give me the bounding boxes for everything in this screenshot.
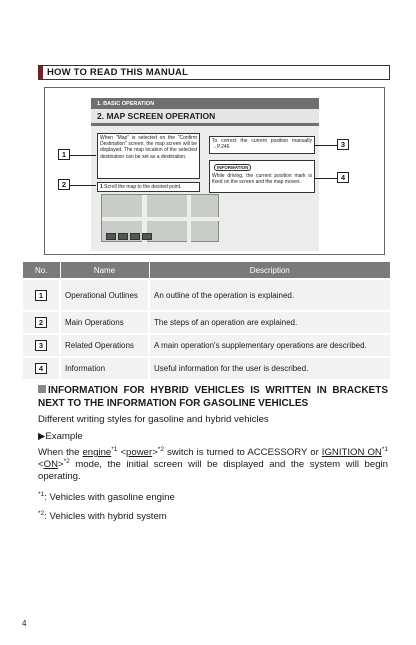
row-number: 3 [35, 340, 47, 351]
step-box [97, 182, 200, 192]
sample-page [91, 98, 319, 251]
sample-page-illustration [44, 87, 385, 255]
info-label: INFORMATION [214, 164, 251, 171]
table-header-row [23, 262, 390, 278]
header-description: Description [149, 262, 390, 278]
row-description: An outline of the operation is explained. [149, 280, 390, 310]
table-row [23, 335, 390, 356]
header-accent-bar [39, 66, 43, 79]
bullet-square-icon [38, 385, 46, 393]
step-number: 1 [100, 184, 103, 190]
outline-box [97, 133, 200, 179]
section-title: HOW TO READ THIS MANUAL [47, 67, 189, 78]
row-name: Information [60, 358, 149, 379]
info-text: While driving, the current position mark is fixed on the screen and the map moves. [212, 173, 312, 186]
row-description: Useful information for the user is described. [149, 358, 390, 379]
example-paragraph: When the engine$^{*1}$ <power>$^{*2}$ switch is turned to ACCESSORY or IGNITION $ON^{*1} <ON>^{*2}$ mode, the initial screen will be displayed and the system will begin operating. [38, 446, 388, 483]
sample-category: 1. BASIC OPERATION [97, 101, 155, 107]
row-description: A main operation's supplementary operations are described. [149, 335, 390, 356]
row-name: Related Operations [60, 335, 149, 356]
legend-table [23, 262, 390, 379]
callout-3: 3 [337, 139, 349, 150]
info-box [209, 160, 315, 193]
page-number: 4 [22, 619, 27, 628]
map-screenshot [101, 194, 219, 242]
step-text: Scroll the map to the desired point. [104, 184, 182, 190]
footnote-2: $^{*2}$: Vehicles with hybrid system [38, 510, 167, 522]
footnote-1: $^{*1}$: Vehicles with gasoline engine [38, 491, 175, 503]
row-description: The steps of an operation are explained. [149, 312, 390, 333]
callout-1: 1 [58, 149, 70, 160]
table-row [23, 280, 390, 310]
hybrid-section-heading: INFORMATION FOR HYBRID VEHICLES IS WRITTEN IN BRACKETS NEXT TO THE INFORMATION FOR GASOLINE VEHICLES [38, 385, 388, 409]
header-name: Name [60, 262, 149, 278]
outline-text: When "Map" is selected on the "Confirm Destination" screen, the map screen will be displayed. The map location of the selected destination can be set as a destination. [100, 135, 197, 160]
related-box [209, 136, 315, 154]
example-label: ▶Example [38, 431, 83, 442]
row-name: Main Operations [60, 312, 149, 333]
row-number: 1 [35, 290, 47, 301]
callout-4: 4 [337, 172, 349, 183]
hybrid-intro: Different writing styles for gasoline and hybrid vehicles [38, 414, 269, 425]
header-no: No. [23, 262, 60, 278]
row-number: 4 [35, 363, 47, 374]
sample-page-title: 2. MAP SCREEN OPERATION [97, 111, 216, 121]
related-text: To correct the current position manually →P.246 [212, 138, 312, 151]
callout-2: 2 [58, 179, 70, 190]
section-header [38, 65, 390, 80]
row-number: 2 [35, 317, 47, 328]
row-name: Operational Outlines [60, 280, 149, 310]
sample-page-header [91, 98, 319, 126]
table-row [23, 358, 390, 379]
table-row [23, 312, 390, 333]
